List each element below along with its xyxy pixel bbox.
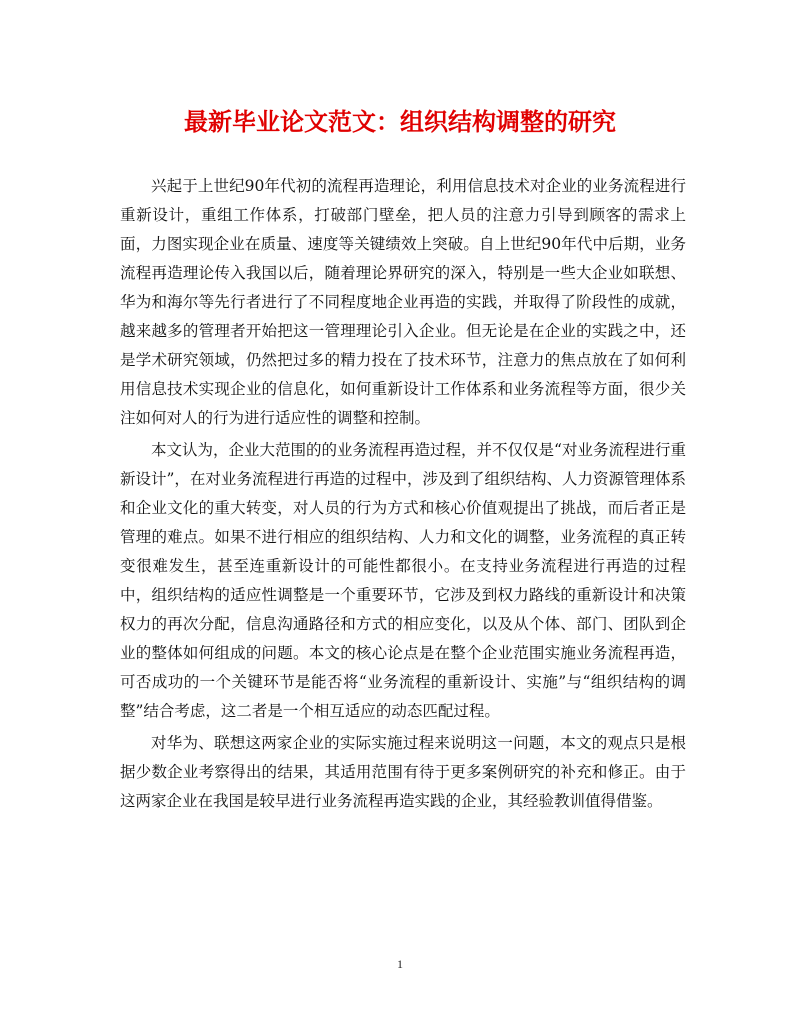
page-number: 1 — [397, 957, 403, 971]
document-body — [120, 172, 686, 819]
paragraph-3: 对华为、联想这两家企业的实际实施过程来说明这一问题，本文的观点只是根据少数企业考察得出的结果，其适用范围有待于更多案例研究的补充和修正。由于这两家企业在我国是较早进行业务流程再造实践的企业，其经验教训值得借鉴。 — [120, 734, 686, 810]
paragraph-1: 兴起于上世纪90年代初的流程再造理论，利用信息技术对企业的业务流程进行重新设计，重组工作体系，打破部门壁垒，把人员的注意力引导到顾客的需求上面，力图实现企业在质量、速度等关键绩效上突破。自上世纪90年代中后期，业务流程再造理论传入我国以后，随着理论界研究的深入，特别是一些大企业如联想、华为和海尔等先行者进行了不同程度地企业再造的实践，并取得了阶段性的成就，越来越多的管理者开始把这一管理理论引入企业。但无论是在企业的实践之中，还是学术研究领域，仍然把过多的精力投在了技术环节，注意力的焦点放在了如何利用信息技术实现企业的信息化，如何重新设计工作体系和业务流程等方面，很少关注如何对人的行为进行适应性的调整和控制。 — [120, 177, 686, 427]
paragraph-2: 本文认为，企业大范围的的业务流程再造过程，并不仅仅是“对业务流程进行重新设计”，在对业务流程进行再造的过程中，涉及到了组织结构、人力资源管理体系和企业文化的重大转变，对人员的行为方式和核心价值观提出了挑战，而后者正是管理的难点。如果不进行相应的组织结构、人力和文化的调整，业务流程的真正转变很难发生，甚至连重新设计的可能性都很小。在支持业务流程进行再造的过程中，组织结构的适应性调整是一个重要环节，它涉及到权力路线的重新设计和决策权力的再次分配，信息沟通路径和方式的相应变化，以及从个体、部门、团队到企业的整体如何组成的问题。本文的核心论点是在整个企业范围实施业务流程再造，可否成功的一个关键环节是能否将“业务流程的重新设计、实施”与“组织结构的调整”结合考虑，这二者是一个相互适应的动态匹配过程。 — [120, 441, 686, 720]
document-title: 最新毕业论文范文：组织结构调整的研究 — [184, 107, 616, 136]
